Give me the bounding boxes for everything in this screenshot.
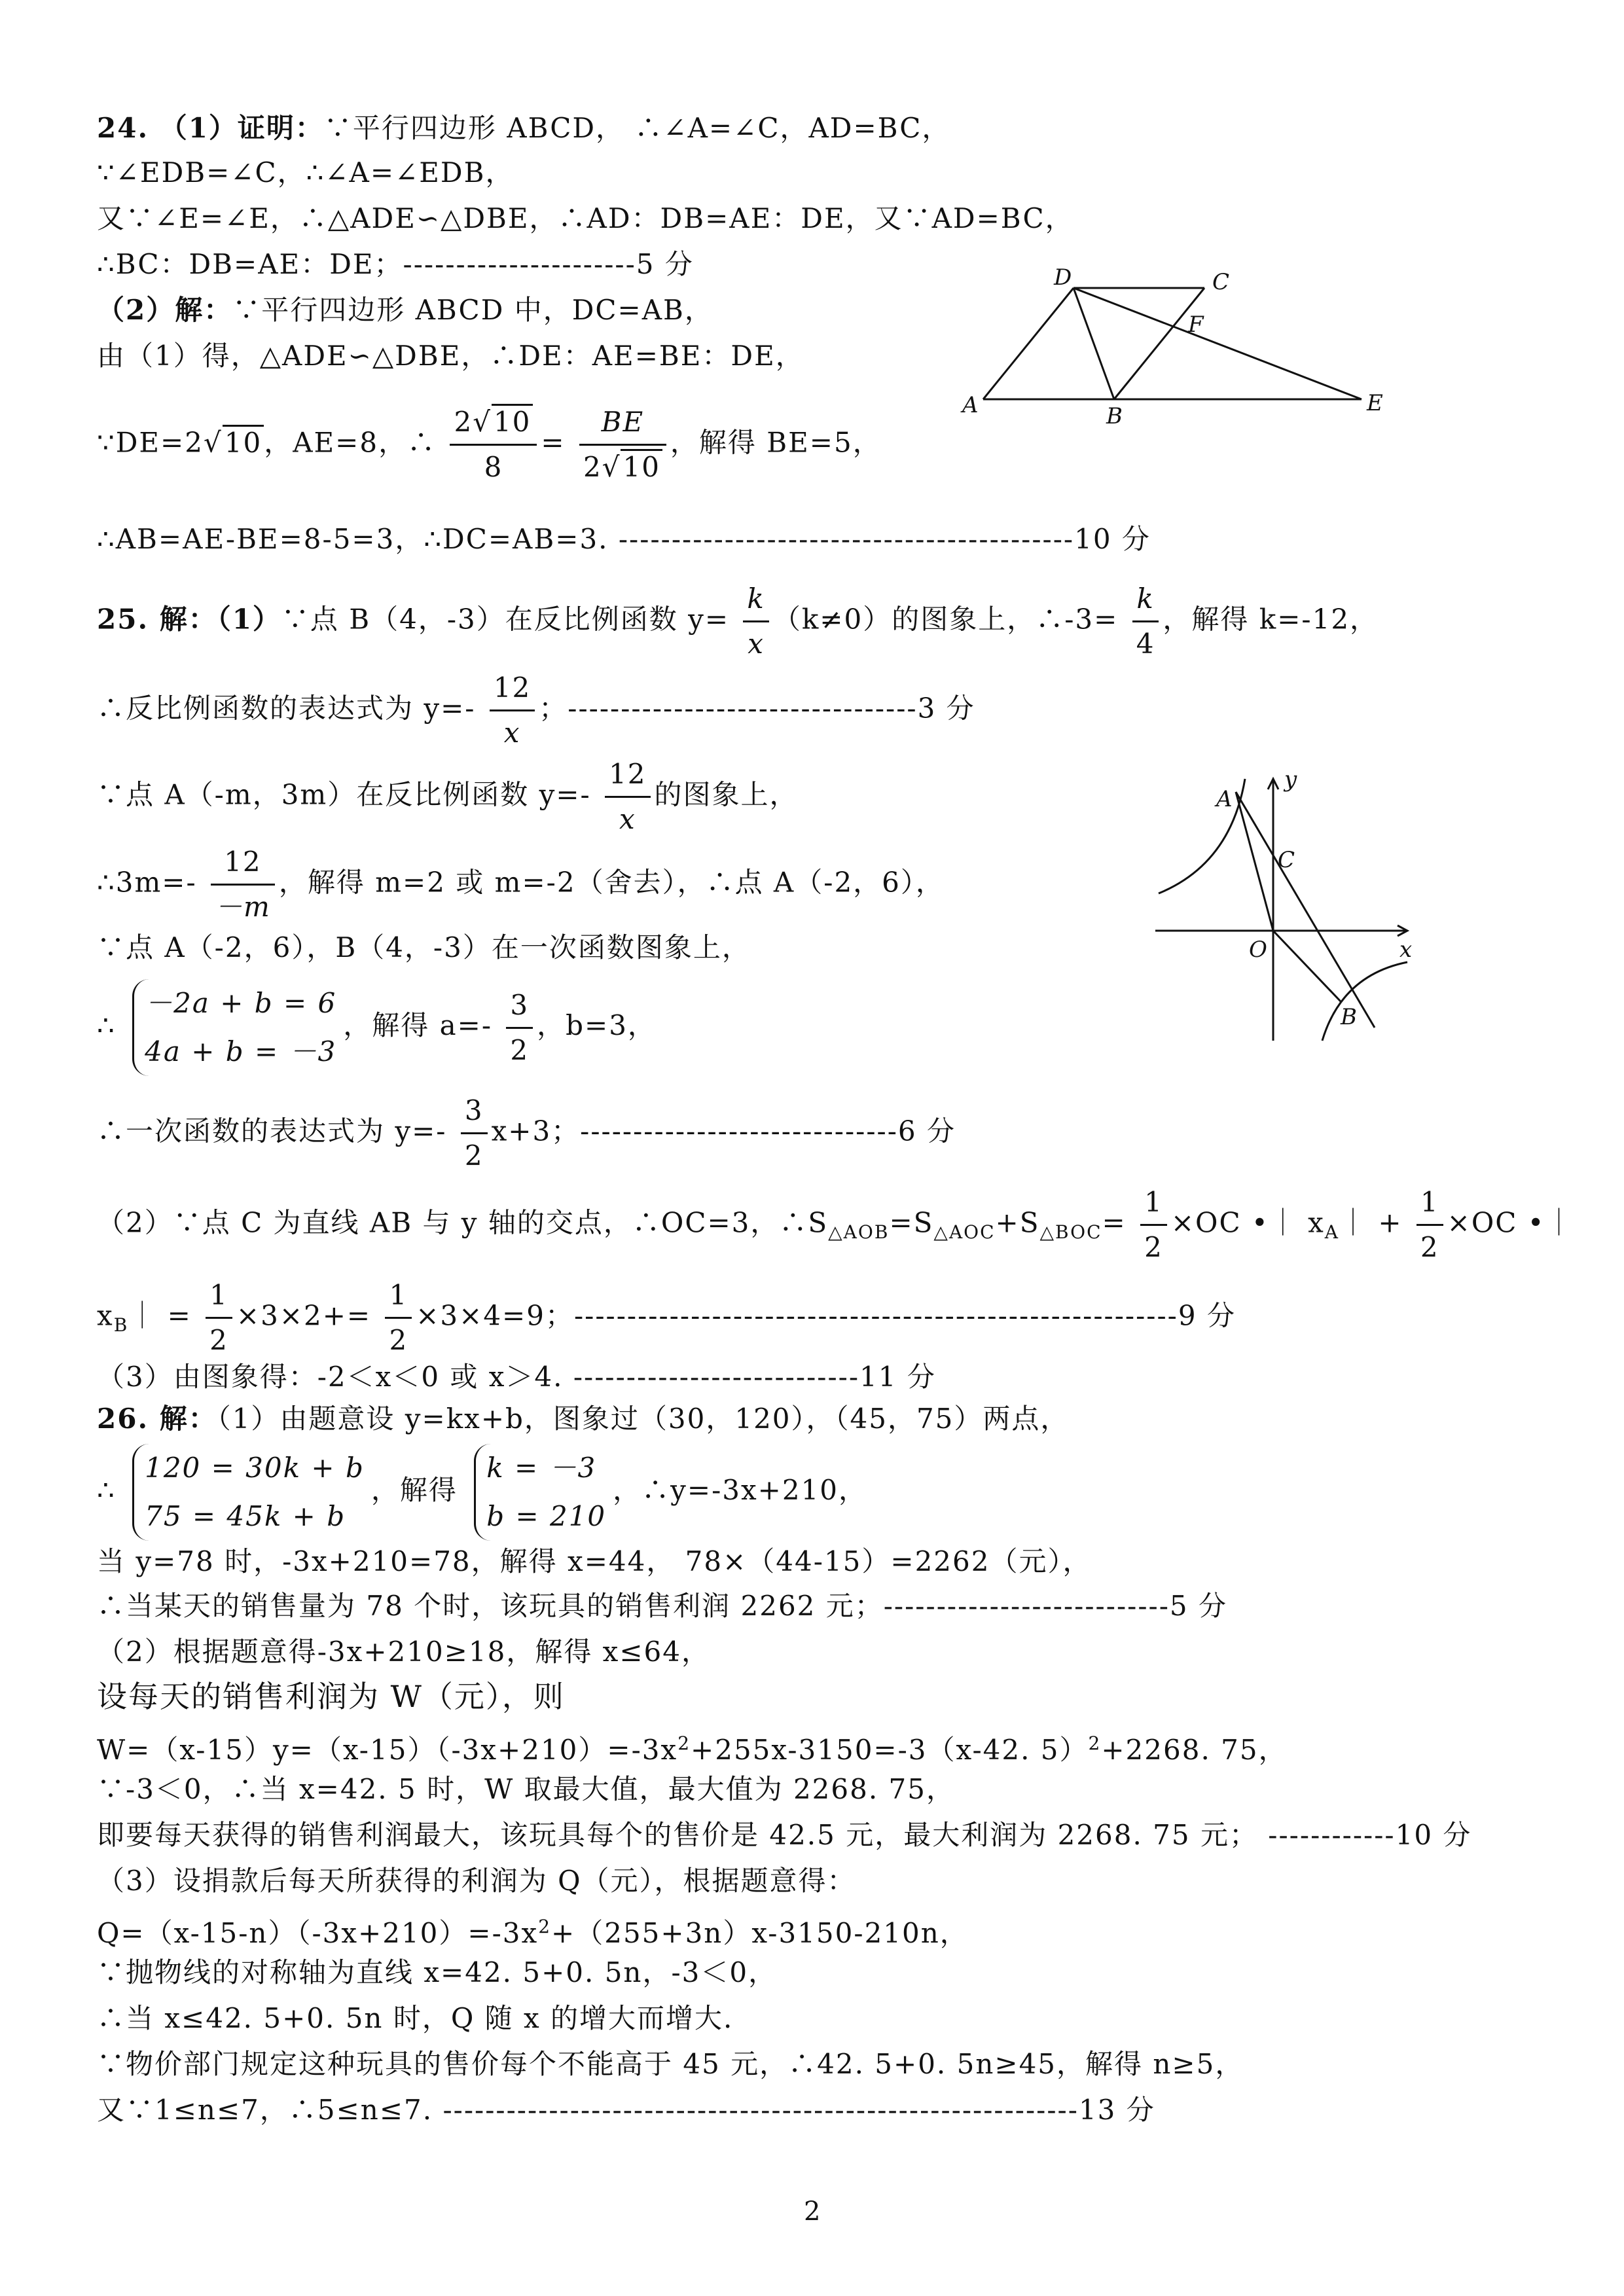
label-a: A [962,392,979,418]
q25-line-9: $x_B|$ = $\frac{1}{2}$ ×3×2+= $\frac{1}{2}$ ×3×4=9；---------------------------------------------------------9 分 [97,1274,1236,1362]
q26-line-15: 又∵1≤n≤7，∴5≤n≤7. ------------------------------------------------------------13 分 [97,2094,1155,2126]
q24-line-5: （2）解：∵平行四边形 ABCD 中，DC=AB， [97,294,713,326]
fraction-2sqrt10-over-8: $\frac{2√10}{8}$ [450,401,537,489]
segment-ao [1236,792,1273,931]
label-e: E [1367,390,1383,416]
label-d: D [1054,264,1072,291]
label-a: A [1216,786,1233,812]
q26-line-14: ∵物价部门规定这种玩具的售价每个不能高于 45 元，∴42. 5+0. 5n≥45，解得 n≥5， [97,2048,1244,2080]
hyperbola-branch-4 [1322,962,1407,1041]
segment-cb [1114,288,1204,399]
equation-solution-kb: k = －3 b = 210 [474,1444,606,1541]
q26-line-12: ∵抛物线的对称轴为直线 x=42. 5+0. 5n，-3＜0， [97,1956,778,1988]
q24-line-8: ∴AB=AE-BE=8-5=3，∴DC=AB=3. -------------------------------------------10 分 [97,523,1151,555]
label-b: B [1341,1004,1357,1030]
q24-line-3: 又∵∠E=∠E，∴△ADE∽△DBE，∴AD：DB=AE：DE，又∵AD=BC， [97,202,1074,234]
q26-line-7: $W=(x-15)y=(x-15)(-3x+210)=-3x^2+255x-3150=-3(x-42$. 5）$^2$+2268. 75， [97,1732,1288,1766]
q24-line-7: ∵DE=2√10，AE=8，∴ $\frac{2√10}{8}$ = $\frac{BE}{2√10}$ ，解得 BE=5， [97,401,882,489]
q26-line-1: 26. 解：（1）由题意设 y=kx+b，图象过（30，120），（45，75）两点， [97,1403,1070,1435]
q24-line-6: 由（1）得，△ADE∽△DBE，∴DE：AE=BE：DE， [97,340,804,372]
q25-line-2: ∴反比例函数的表达式为 y=- $\frac{12}{x}$ ；---------------------------------3 分 [97,666,975,755]
equation-system-ab: －2a + b = 6 4a + b = －3 [132,979,336,1076]
q26-line-11: $Q=(x-15-n)(-3x+210)=-3x^2+(255+3n)x-3150-210n$， [97,1916,969,1949]
segment-ob [1273,931,1341,1001]
q26-line-8: ∵-3＜0，∴当 x=42. 5 时，W 取最大值，最大值为 2268. 75， [97,1773,955,1805]
q25-line-7: ∴一次函数的表达式为 y=- $\frac{3}{2}$ x+3；------------------------------6 分 [97,1089,956,1177]
segment-db [1074,288,1114,399]
q26-line-2: ∴ 120 = 30k + b 75 = 45k + b ，解得 k = －3 b = 210 ，∴y=-3x+210， [97,1444,867,1541]
label-x: x [1399,937,1413,963]
q25-line-5: ∵点 A（-2，6），B（4，-3）在一次函数图象上， [97,931,751,963]
label-o: O [1249,937,1267,963]
q24-line-1: 24. （1）证明：∵平行四边形 ABCD， ∴∠A=∠C，AD=BC， [97,112,951,144]
segment-de [1074,288,1362,399]
q24-line-4: ∴BC：DB=AE：DE；----------------------5 分 [97,248,694,280]
page-number: 2 [804,2197,821,2227]
segment-ad [983,288,1074,399]
label-c: C [1212,269,1230,295]
label-f: F [1188,312,1204,338]
q25-line-4: ∴3m=- $\frac{12}{-m}$ ，解得 m=2 或 m=-2（舍去），∴点 A（-2，6）， [97,840,945,929]
label-b: B [1106,403,1123,429]
q24-line-2: ∵∠EDB=∠C，∴∠A=∠EDB， [97,156,514,188]
q26-line-4: ∴当某天的销售量为 78 个时，该玩具的销售利润 2262 元；---------------------------5 分 [97,1590,1227,1622]
coordinate-figure [1132,766,1420,1054]
q26-line-10: （3）设捐款后每天所获得的利润为 Q（元），根据题意得： [97,1865,856,1897]
label-c: C [1278,847,1295,873]
q26-line-5: （2）根据题意得-3x+210≥18，解得 x≤64， [97,1636,710,1668]
label-y: y [1284,766,1297,793]
q26-line-13: ∴当 x≤42. 5+0. 5n 时，Q 随 x 的增大而增大. [97,2002,734,2034]
q25-line-8: （2）∵点 C 为直线 AB 与 y 轴的交点，∴OC=3，$\therefore S_{\triangle AOB}=S_{\triangle AOC}+S_{\triangle BOC}=$ $\frac{1}{2}$ ×OC •｜ $x_A|$ + $\frac{1}{2}$ ×OC •｜ [97,1181,1574,1269]
q26-line-9: 即要每天获得的销售利润最大，该玩具每个的售价是 42.5 元，最大利润为 2268. 75 元； ------------10 分 [97,1819,1472,1851]
line-ab [1236,792,1375,1028]
q25-line-1: 25. 解：（1）∵点 B（4，-3）在反比例函数 y= $\frac{k}{x}$ （k≠0）的图象上，∴-3= $\frac{k}{4}$ ，解得 k=-12， [97,577,1379,666]
fraction-be-over-2sqrt10: $\frac{BE}{2√10}$ [579,401,666,489]
q25-line-3: ∵点 A（-m，3m）在反比例函数 y=- $\frac{12}{x}$ 的图象上， [97,753,799,841]
q26-line-6: 设每天的销售利润为 W（元），则 [97,1679,565,1714]
q26-line-3: 当 y=78 时，-3x+210=78，解得 x=44， 78×（44-15）=2262（元）， [97,1545,1092,1577]
equation-system-kb: 120 = 30k + b 75 = 45k + b [132,1444,365,1541]
parallelogram-figure [943,259,1401,429]
q25-line-6: ∴ －2a + b = 6 4a + b = －3 ，解得 a=- $\frac{3}{2}$ ，b=3， [97,979,657,1076]
q25-line-10: （3）由图象得：-2＜x＜0 或 x＞4. ---------------------------11 分 [97,1361,936,1393]
